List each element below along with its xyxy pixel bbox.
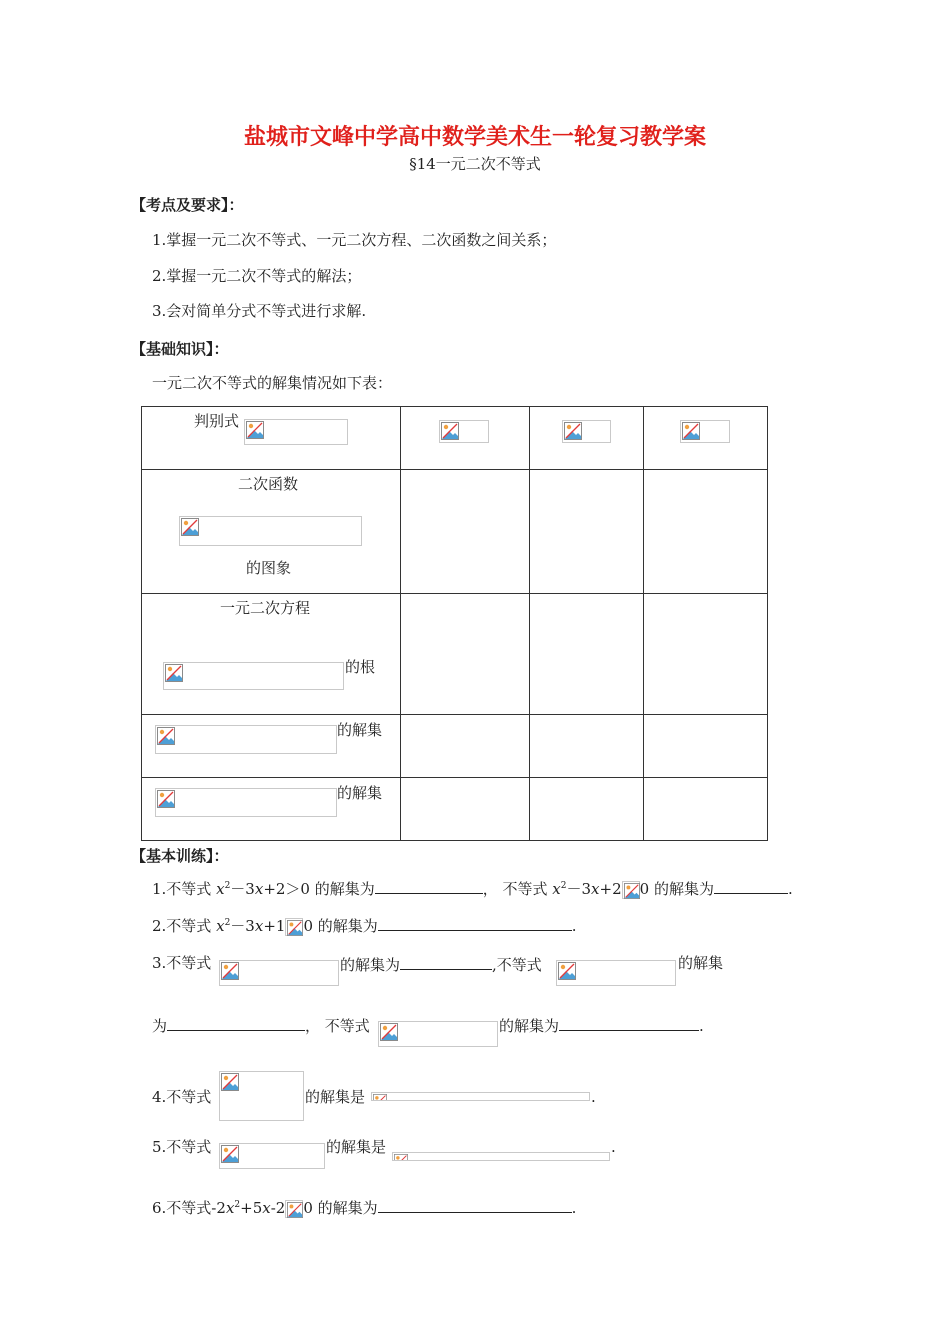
less-inequality-formula-image [155, 788, 337, 817]
exercise-3-line2 [152, 1014, 370, 1036]
exercise-3-line1 [340, 953, 542, 975]
exercise-5-tail: 的解集是 [326, 1138, 387, 1156]
exercise-2-var2: x [254, 917, 264, 935]
roots-label: 的根 [345, 658, 376, 676]
exercise-3-inequality-b-image [556, 960, 676, 986]
document-title: 盐城市文峰中学高中数学美术生一轮复习教学案 [243, 125, 706, 150]
exercise-1b-term2: +2 [599, 880, 622, 898]
exercise-2-prefix: 2.不等式 [152, 917, 217, 935]
exercise-6-mid: +5 [240, 1199, 263, 1217]
exercise-2 [152, 914, 577, 936]
cell-greater-zero [530, 715, 644, 778]
graph-label: 的图象 [246, 559, 292, 577]
exercise-5-end: . [611, 1138, 616, 1156]
discriminant-formula-image [244, 419, 348, 445]
exercise-4-end: . [591, 1088, 596, 1106]
cell-case-negative [644, 407, 768, 470]
broken-image-icon [394, 1154, 408, 1161]
answer-blank[interactable] [714, 877, 788, 894]
cell-less-negative [644, 778, 768, 841]
exercise-3-line2-tail-group [499, 1014, 704, 1036]
exercise-6-exp: 2 [234, 1200, 241, 1210]
broken-image-icon [624, 883, 640, 899]
cell-graph-negative [644, 470, 768, 594]
broken-image-icon [246, 421, 264, 439]
case-zero-formula-image [562, 420, 611, 443]
cell-graph-zero [530, 470, 644, 594]
section-heading-basics: 【基础知识】： [131, 340, 229, 358]
exercise-3-inequality-a-image [219, 960, 339, 986]
broken-image-icon [564, 422, 582, 440]
exercise-5-prefix: 5.不等式 [152, 1138, 212, 1156]
broken-image-icon [221, 1073, 239, 1091]
exercise-2-term: －3 [230, 917, 255, 935]
exercise-3-mid2: ,不等式 [492, 956, 542, 974]
quadratic-function-formula-image [179, 516, 362, 546]
exercise-3-mid3: 的解集 [678, 954, 724, 972]
cell-roots-negative [644, 594, 768, 715]
broken-image-icon [373, 1094, 387, 1101]
discriminant-label: 判别式 [194, 412, 240, 430]
broken-image-icon [441, 422, 459, 440]
broken-image-icon [682, 422, 700, 440]
exercise-1b-term: －3 [566, 880, 592, 898]
exercise-1-exp: 2 [224, 881, 231, 891]
exercise-6-tail: 0 的解集为 [303, 1199, 378, 1217]
exercise-2-end: . [571, 917, 577, 935]
exercise-2-exp: 2 [224, 918, 231, 928]
exercise-3-line2-start: 为 [152, 1017, 168, 1035]
exercise-1-term: －3 [230, 880, 255, 898]
answer-blank[interactable] [378, 1196, 572, 1213]
exercise-6-var: x [225, 1199, 235, 1217]
exercise-6 [152, 1196, 576, 1218]
relation-symbol-image [285, 918, 303, 936]
cell-less-solution-label [142, 778, 401, 841]
requirement-item-3: 3.会对简单分式不等式进行求解. [152, 302, 367, 320]
case-positive-formula-image [439, 420, 489, 443]
cell-greater-solution-label [142, 715, 401, 778]
exercise-6-term: -2 [270, 1199, 286, 1217]
cell-greater-positive [401, 715, 530, 778]
cell-less-zero [530, 778, 644, 841]
exercise-1-prefix: 1.不等式 [152, 880, 217, 898]
section-heading-requirements: 【考点及要求】： [131, 196, 244, 214]
exercise-1b-exp: 2 [560, 881, 567, 891]
exercise-4-tail: 的解集是 [305, 1088, 366, 1106]
exercise-3-end: . [699, 1017, 704, 1035]
cell-quadratic-function-label [142, 470, 401, 594]
exercise-2-var: x [216, 917, 225, 935]
exercise-1b-tail: 0 的解集为 [639, 880, 714, 898]
exercise-3-line2-tail: 的解集为 [499, 1017, 560, 1035]
answer-blank[interactable] [375, 877, 483, 894]
table-intro: 一元二次不等式的解集情况如下表： [152, 374, 393, 392]
cell-equation-roots-label [142, 594, 401, 715]
cell-roots-zero [530, 594, 644, 715]
exercise-2-tail: 0 的解集为 [303, 917, 378, 935]
cell-greater-negative [644, 715, 768, 778]
broken-image-icon [380, 1023, 398, 1041]
exercise-1-mid: ， 不等式 [482, 880, 553, 898]
relation-symbol-image [285, 1200, 303, 1218]
quadratic-function-label: 二次函数 [238, 475, 299, 493]
exercise-2-term2: +1 [263, 917, 286, 935]
cell-graph-positive [401, 470, 530, 594]
exercise-5-inequality-image [219, 1143, 325, 1169]
requirement-item-1: 1.掌握一元二次不等式、一元二次方程、二次函数之间关系； [152, 231, 557, 249]
quadratic-equation-label: 一元二次方程 [220, 599, 311, 617]
exercise-1 [152, 877, 793, 899]
relation-symbol-image [622, 881, 640, 899]
exercise-1-end: . [787, 880, 793, 898]
exercise-6-end: . [571, 1199, 577, 1217]
greater-inequality-formula-image [155, 725, 337, 754]
exercise-4-prefix: 4.不等式 [152, 1088, 212, 1106]
exercise-6-prefix: 6.不等式-2 [152, 1199, 226, 1217]
exercise-1-var2: x [254, 880, 264, 898]
answer-blank[interactable] [167, 1014, 305, 1031]
exercise-1b-var: x [552, 880, 561, 898]
exercise-3-prefix: 3.不等式 [152, 954, 212, 972]
exercise-1-expr-tail: +2＞0 的解集为 [263, 880, 375, 898]
exercise-1-var: x [216, 880, 225, 898]
cell-discriminant-label [142, 407, 401, 470]
broken-image-icon [287, 920, 303, 936]
answer-blank[interactable] [378, 914, 572, 931]
quadratic-equation-formula-image [163, 662, 344, 690]
requirement-item-2: 2.掌握一元二次不等式的解法； [152, 267, 362, 285]
broken-image-icon [181, 518, 199, 536]
less-solution-set-label: 的解集 [337, 784, 383, 802]
cell-case-positive [401, 407, 530, 470]
greater-solution-set-label: 的解集 [337, 721, 383, 739]
cell-less-positive [401, 778, 530, 841]
exercise-3-mid1: 的解集为 [340, 956, 401, 974]
broken-image-icon [221, 1145, 239, 1163]
cell-roots-positive [401, 594, 530, 715]
case-negative-formula-image [680, 420, 730, 443]
broken-image-icon [157, 727, 175, 745]
exercise-3-line2-mid: ， 不等式 [305, 1017, 370, 1035]
exercise-6-var2: x [262, 1199, 271, 1217]
document-subtitle: §14一元二次不等式 [409, 155, 541, 173]
exercise-3-inequality-c-image [378, 1021, 498, 1047]
broken-image-icon [558, 962, 576, 980]
exercise-4-answer-image [371, 1092, 590, 1101]
exercise-4-inequality-image [219, 1071, 304, 1121]
solution-set-table [141, 406, 768, 841]
answer-blank[interactable] [400, 953, 492, 970]
exercise-5-answer-image [392, 1152, 610, 1161]
broken-image-icon [165, 664, 183, 682]
section-heading-training: 【基本训练】： [131, 847, 229, 865]
broken-image-icon [221, 962, 239, 980]
cell-case-zero [530, 407, 644, 470]
broken-image-icon [287, 1202, 303, 1218]
answer-blank[interactable] [559, 1014, 699, 1031]
broken-image-icon [157, 790, 175, 808]
exercise-1b-var2: x [591, 880, 600, 898]
